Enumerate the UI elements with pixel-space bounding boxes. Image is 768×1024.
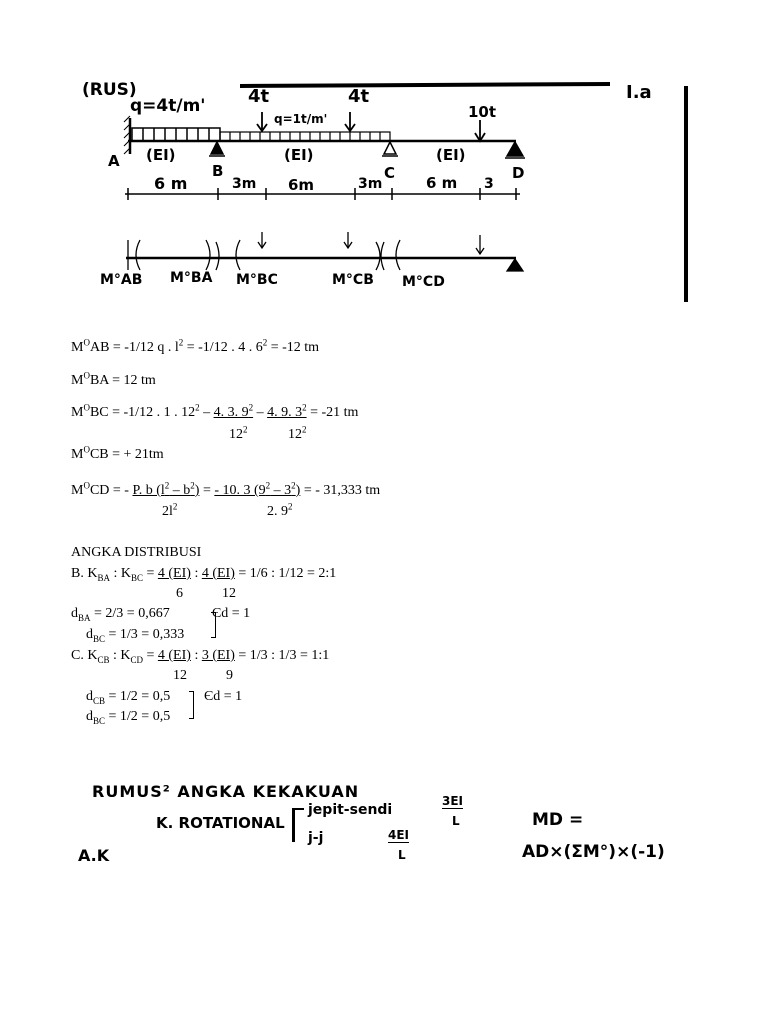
dim-label-3: 6m	[288, 176, 315, 194]
notes-md-formula: AD×(ΣM°)×(-1)	[522, 842, 665, 862]
dist-d-bc: $d_{BC} = 1/3 = 0,333$	[86, 627, 185, 644]
dim-label-1: 6 m	[154, 174, 188, 193]
calc-m-bc-den1: $12^2$	[229, 424, 248, 442]
bracket-2	[189, 691, 194, 719]
ei-label-2: (EI)	[284, 146, 314, 164]
moment-label-ba: M°BA	[170, 270, 213, 286]
moment-label-bc: M°BC	[236, 272, 278, 288]
dist-sum-2: Єd = 1	[204, 689, 243, 704]
load-p2-label: 4t	[348, 86, 370, 107]
notes-k-rotational: K. ROTATIONAL	[156, 814, 285, 832]
notes-3ei-den: L	[452, 814, 460, 828]
dim-label-2: 3m	[232, 176, 257, 192]
notes-4ei-den: L	[398, 848, 406, 862]
load-q1-label: q=4t/m'	[130, 96, 206, 116]
ei-label-1: (EI)	[146, 146, 176, 164]
notes-bracket-top	[292, 808, 304, 810]
formula-notes	[70, 768, 690, 872]
page-tag: I.a	[626, 82, 652, 103]
moment-label-cb: M°CB	[332, 272, 374, 288]
load-p1-label: 4t	[248, 86, 270, 107]
notes-3ei: 3EI	[442, 794, 464, 808]
dim-label-5: 6 m	[426, 174, 458, 192]
distribution-heading: ANGKA DISTRIBUSI	[71, 545, 202, 560]
distributed-load-q2	[220, 132, 390, 141]
moment-label-ab: M°AB	[100, 272, 143, 288]
frame-top-line	[240, 84, 610, 86]
ei-label-3: (EI)	[436, 146, 466, 164]
calc-m-ab: $M^OAB = -1/12$ q . $l^2 = -1/12$ . 4 . $6^2 = -12$ tm	[71, 337, 320, 355]
calc-m-bc-den2: $12^2$	[288, 424, 307, 442]
dist-d-ba: $d_{BA} = 2/3 = 0,667$	[71, 606, 170, 623]
calc-m-cd: $M^OCD$ = - P. b $(l^2 - b^2)$ = - 10. 3 $(9^2 - 3^2)$ = - 31,333 tm	[71, 480, 381, 498]
lower-sketch-marks	[128, 232, 523, 271]
distributed-load-q1	[132, 128, 220, 141]
node-a-label: A	[108, 152, 120, 170]
notes-bracket-line	[292, 808, 295, 842]
calc-m-cd-den1: $2l^2$	[162, 501, 178, 519]
bracket-1	[211, 612, 216, 638]
calc-m-cb: $M^OCB$ = + 21tm	[71, 444, 164, 462]
node-b-label: B	[212, 162, 224, 180]
dist-d-bc2: $d_{BC} = 1/2 = 0,5$	[86, 709, 171, 726]
notes-heading: RUMUS² ANGKA KEKAKUAN	[92, 782, 360, 801]
supports	[209, 142, 525, 158]
calc-m-ba: $M^OBA = 12$ tm	[71, 370, 156, 388]
calc-m-bc: $M^OBC = -1/12$ . 1 . $12^2 - 4$. 3. $9^2 - 4$. 9. $3^2 = -21$ tm	[71, 402, 359, 420]
dist-b-den2: 12	[222, 586, 236, 601]
notes-jepit-sendi: jepit-sendi	[308, 802, 393, 818]
notes-4ei: 4EI	[388, 828, 410, 842]
node-d-label: D	[512, 164, 525, 182]
dim-label-6: 3	[484, 176, 494, 192]
dist-d-cb: $d_{CB} = 1/2 = 0,5$	[86, 689, 171, 706]
dist-b-line: B. $K_{BA}$ : $K_{BC} = 4$ (EI) : 4 (EI) = 1/6 : 1/12 = 2:1	[71, 566, 337, 583]
load-q2-label: q=1t/m'	[274, 112, 328, 126]
notes-md: MD =	[532, 810, 584, 830]
dist-sum-1: Єd = 1	[212, 606, 251, 621]
dist-b-den1: 6	[176, 586, 183, 601]
sketch-title: (RUS)	[82, 80, 137, 100]
load-p3-label: 10t	[468, 103, 497, 121]
calc-m-cd-den2: 2. $9^2$	[267, 501, 293, 519]
dist-c-den1: 12	[173, 668, 187, 683]
moment-label-cd: M°CD	[402, 274, 445, 290]
notes-jj: j-j	[308, 830, 324, 846]
dist-c-line: C. $K_{CB}$ : $K_{CD} = 4$ (EI) : 3 (EI) = 1/3 : 1/3 = 1:1	[71, 648, 330, 665]
dim-label-4: 3m	[358, 176, 383, 192]
dist-c-den2: 9	[226, 668, 233, 683]
node-c-label: C	[384, 164, 396, 182]
notes-ak: A.K	[78, 846, 110, 865]
beam-sketch	[70, 70, 700, 310]
